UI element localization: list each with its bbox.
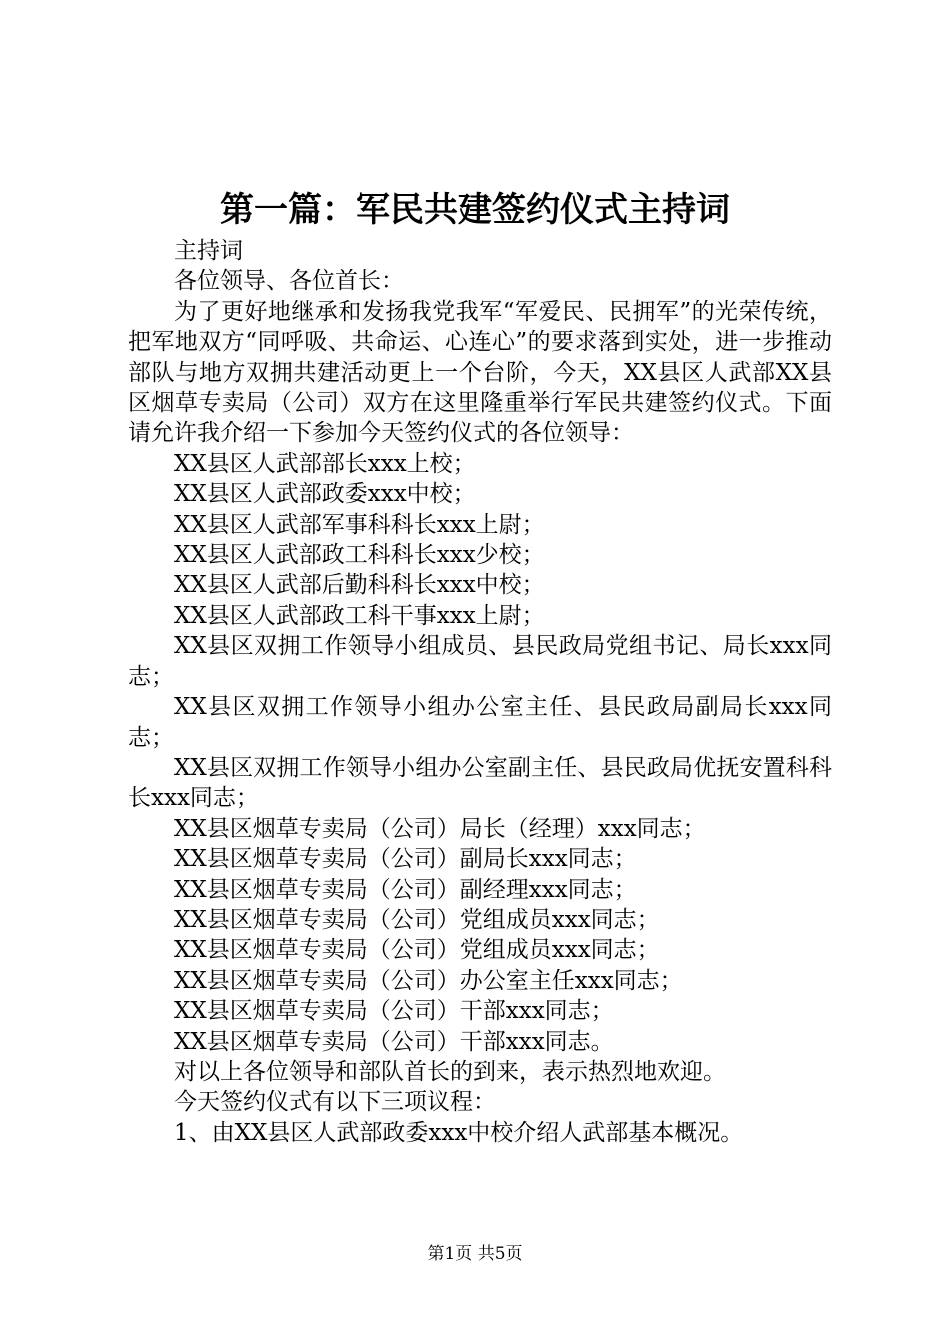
paragraph: 各位领导、各位首长：: [174, 268, 404, 295]
paragraph: XX县区双拥工作领导小组办公室副主任、县民政局优抚安置科科长xxx同志；: [128, 754, 832, 812]
paragraph: XX县区烟草专卖局（公司）副经理xxx同志；: [174, 876, 637, 903]
paragraph: XX县区人武部政工科科长xxx少校；: [174, 542, 545, 569]
document-body: [128, 236, 832, 1148]
paragraph: XX县区烟草专卖局（公司）干部xxx同志；: [174, 998, 614, 1025]
paragraph: 为了更好地继承和发扬我党我军“军爱民、民拥军”的光荣传统，把军地双方“同呼吸、共命运、心连心”的要求落到实处，进一步推动部队与地方双拥共建活动更上一个台阶，今天，XX县区人武部XX县区烟草专卖局（公司）双方在这里隆重举行军民共建签约仪式。下面请允许我介绍一下参加今天签约仪式的各位领导：: [128, 298, 832, 447]
page-number: 第1页 共5页: [427, 1244, 523, 1264]
paragraph: XX县区人武部军事科科长xxx上尉；: [174, 511, 545, 538]
paragraph: XX县区人武部政委xxx中校；: [174, 481, 476, 508]
page-footer: [0, 1242, 950, 1266]
paragraph: 对以上各位领导和部队首长的到来，表示热烈地欢迎。: [174, 1058, 726, 1085]
paragraph: XX县区人武部后勤科科长xxx中校；: [174, 572, 545, 599]
paragraph: 今天签约仪式有以下三项议程：: [174, 1089, 496, 1116]
paragraph: XX县区人武部政工科干事xxx上尉；: [174, 602, 545, 629]
paragraph: XX县区烟草专卖局（公司）副局长xxx同志；: [174, 846, 637, 873]
paragraph: XX县区烟草专卖局（公司）党组成员xxx同志；: [174, 937, 660, 964]
paragraph: 1、由XX县区人武部政委xxx中校介绍人武部基本概况。: [174, 1119, 744, 1146]
document-title: 第一篇：军民共建签约仪式主持词: [220, 190, 730, 230]
paragraph: XX县区烟草专卖局（公司）局长（经理）xxx同志；: [174, 815, 706, 842]
paragraph: XX县区烟草专卖局（公司）党组成员xxx同志；: [174, 906, 660, 933]
paragraph: XX县区双拥工作领导小组办公室主任、县民政局副局长xxx同志；: [128, 694, 832, 751]
paragraph: 主持词: [174, 238, 243, 264]
paragraph: XX县区烟草专卖局（公司）干部xxx同志。: [174, 1028, 614, 1055]
paragraph: XX县区烟草专卖局（公司）办公室主任xxx同志；: [174, 967, 683, 994]
paragraph: XX县区人武部部长xxx上校；: [174, 450, 476, 477]
paragraph: XX县区双拥工作领导小组成员、县民政局党组书记、局长xxx同志；: [128, 633, 832, 690]
